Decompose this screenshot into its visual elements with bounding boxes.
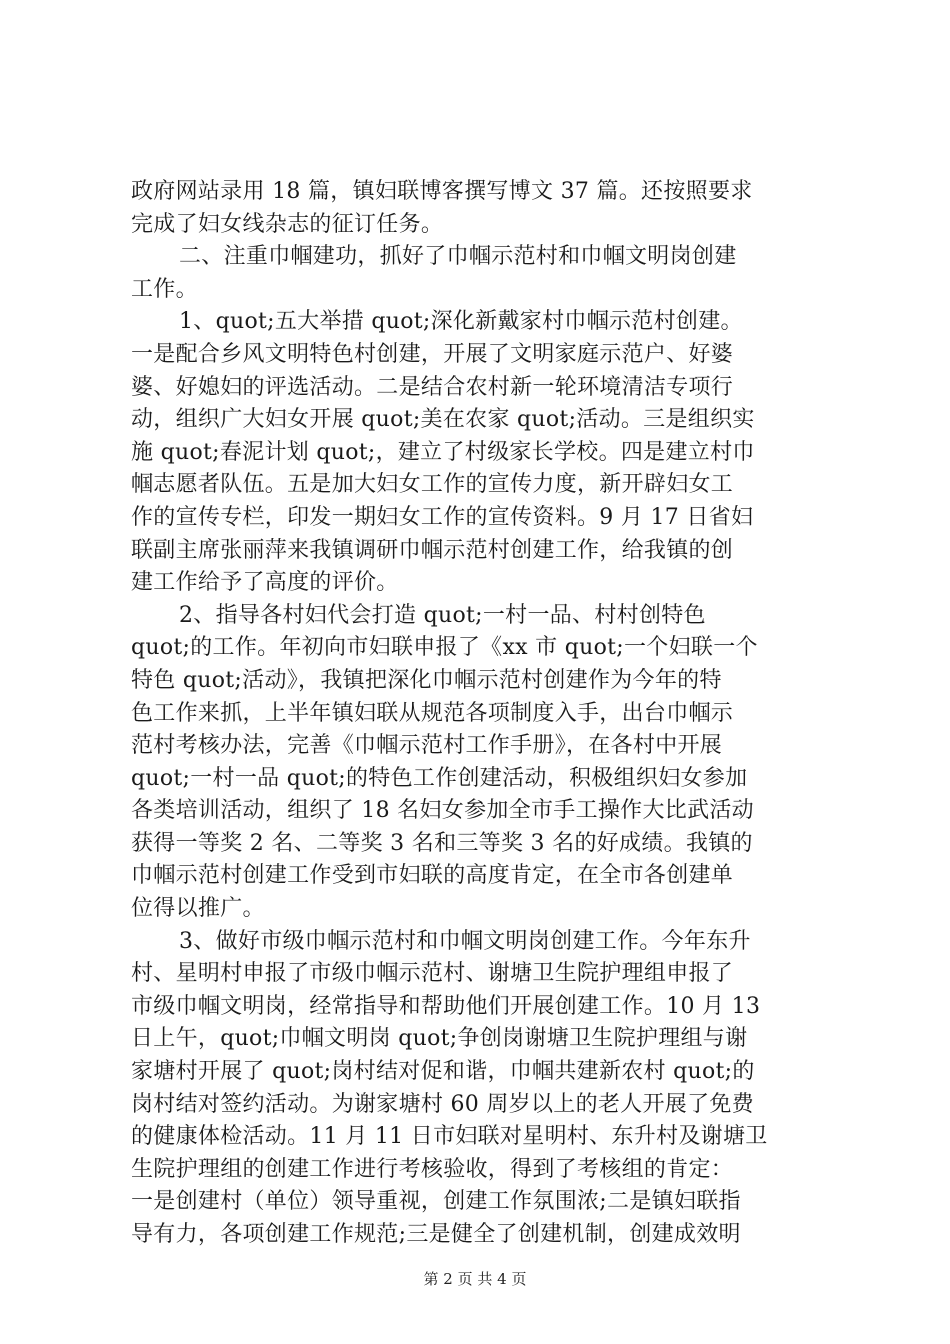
body-line: 施 quot;春泥计划 quot;，建立了村级家长学校。四是建立村巾 (131, 439, 755, 465)
body-line: 生院护理组的创建工作进行考核验收，得到了考核组的肯定： (131, 1156, 734, 1182)
body-line: 3、做好市级巾帼示范村和巾帼文明岗创建工作。今年东升 (179, 928, 751, 954)
body-line: 婆、好媳妇的评选活动。二是结合农村新一轮环境清洁专项行 (131, 374, 734, 400)
body-line: 各类培训活动，组织了 18 名妇女参加全市手工操作大比武活动 (131, 798, 754, 824)
body-line: 2、指导各村妇代会打造 quot;一村一品、村村创特色 (179, 602, 706, 628)
body-line: 作的宣传专栏，印发一期妇女工作的宣传资料。9 月 17 日省妇 (131, 504, 754, 530)
page-footer: 第 2 页 共 4 页 (423, 1270, 527, 1288)
body-line: 工作。 (131, 276, 198, 302)
body-line: 色工作来抓，上半年镇妇联从规范各项制度入手，出台巾帼示 (131, 700, 734, 726)
body-line: 位得以推广。 (131, 896, 265, 922)
body-line: 特色 quot;活动》，我镇把深化巾帼示范村创建作为今年的特 (131, 667, 722, 693)
body-line: 帼志愿者队伍。五是加大妇女工作的宣传力度，新开辟妇女工 (131, 472, 734, 498)
body-line: 1、quot;五大举措 quot;深化新戴家村巾帼示范村创建。 (179, 309, 743, 335)
body-line: 建工作给予了高度的评价。 (131, 570, 399, 596)
body-line: 村、星明村申报了市级巾帼示范村、谢塘卫生院护理组申报了 (131, 961, 734, 987)
body-line: quot;的工作。年初向市妇联申报了《xx 市 quot;一个妇联一个 (131, 635, 758, 661)
body-line: 市级巾帼文明岗，经常指导和帮助他们开展创建工作。10 月 13 (131, 993, 761, 1019)
document-body (131, 176, 831, 1252)
body-line: 导有力，各项创建工作规范;三是健全了创建机制，创建成效明 (131, 1222, 741, 1247)
body-line: 联副主席张丽萍来我镇调研巾帼示范村创建工作，给我镇的创 (131, 537, 734, 563)
body-line: 一是创建村（单位）领导重视，创建工作氛围浓;二是镇妇联指 (131, 1189, 741, 1215)
body-line: 家塘村开展了 quot;岗村结对促和谐，巾帼共建新农村 quot;的 (131, 1059, 755, 1085)
body-line: 的健康体检活动。11 月 11 日市妇联对星明村、东升村及谢塘卫 (131, 1124, 768, 1150)
body-line: 政府网站录用 18 篇，镇妇联博客撰写博文 37 篇。还按照要求 (131, 179, 753, 204)
body-line: quot;一村一品 quot;的特色工作创建活动，积极组织妇女参加 (131, 765, 748, 791)
body-line: 日上午，quot;巾帼文明岗 quot;争创岗谢塘卫生院护理组与谢 (131, 1026, 748, 1052)
body-line: 范村考核办法，完善《巾帼示范村工作手册》，在各村中开展 (131, 733, 723, 759)
body-line: 动，组织广大妇女开展 quot;美在农家 quot;活动。三是组织实 (131, 407, 755, 433)
body-line: 岗村结对签约活动。为谢家塘村 60 周岁以上的老人开展了免费 (131, 1091, 754, 1117)
body-line: 巾帼示范村创建工作受到市妇联的高度肯定，在全市各创建单 (131, 863, 734, 889)
body-line: 一是配合乡风文明特色村创建，开展了文明家庭示范户、好婆 (131, 341, 734, 367)
body-line: 获得一等奖 2 名、二等奖 3 名和三等奖 3 名的好成绩。我镇的 (131, 830, 753, 856)
body-line: 完成了妇女线杂志的征订任务。 (131, 211, 444, 237)
body-line: 二、注重巾帼建功，抓好了巾帼示范村和巾帼文明岗创建 (179, 244, 737, 270)
